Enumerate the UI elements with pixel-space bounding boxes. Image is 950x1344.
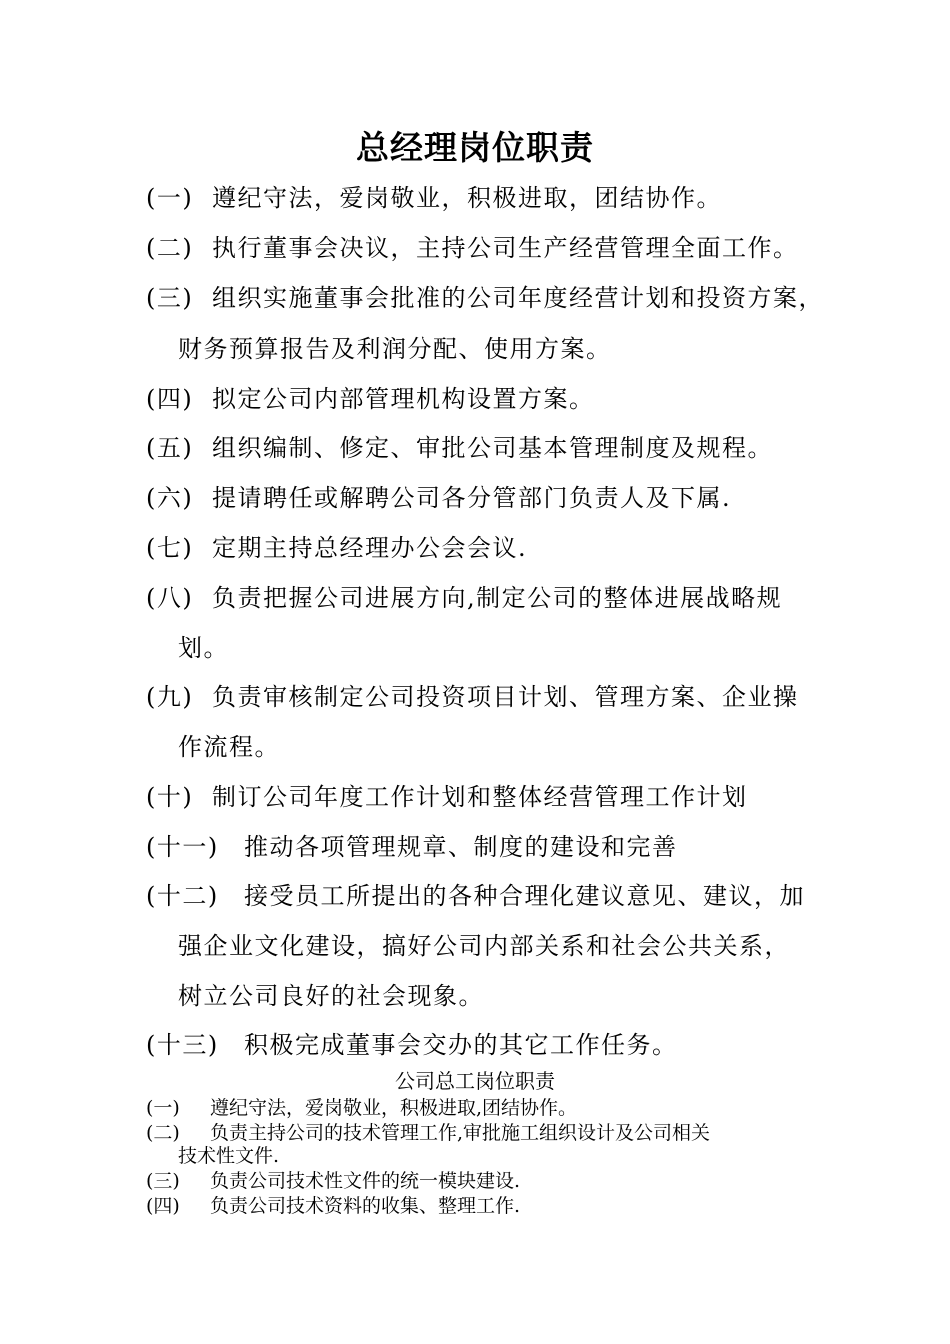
duty-item-text: 制订公司年度工作计划和整体经营管理工作计划 <box>212 783 748 811</box>
duty-item-text: 执行董事会决议，主持公司生产经营管理全面工作。 <box>212 234 799 262</box>
duty-item-9-continuation: 作流程。 <box>178 733 280 761</box>
duty-item-number: (二) <box>146 234 194 262</box>
duty-item-number: (四) <box>146 1195 180 1217</box>
duty-item-text: 定期主持总经理办公会会议. <box>212 534 528 562</box>
duty-item-3 <box>146 282 824 314</box>
page-title: 总经理岗位职责 <box>356 128 594 167</box>
duty-item-number: (七) <box>146 534 194 562</box>
section-subtitle: 公司总工岗位职责 <box>395 1069 555 1093</box>
duty-item-1 <box>146 182 722 214</box>
duty-item-number: (十) <box>146 783 194 811</box>
duty-item-text: 负责主持公司的技术管理工作,审批施工组织设计及公司相关 <box>210 1122 711 1144</box>
duty-item-4 <box>146 383 595 415</box>
duty-item-text: 组织编制、修定、审批公司基本管理制度及规程。 <box>212 434 773 462</box>
engineer-duty-item-4 <box>146 1194 520 1218</box>
duty-item-text: 遵纪守法，爱岗敬业，积极进取，团结协作。 <box>212 184 722 212</box>
duty-item-number: (六) <box>146 484 194 512</box>
duty-item-text: 组织实施董事会批准的公司年度经营计划和投资方案， <box>212 284 824 312</box>
duty-item-number: (十三) <box>146 1031 219 1059</box>
duty-item-text: 负责公司技术资料的收集、整理工作. <box>210 1195 521 1217</box>
engineer-duty-item-1 <box>146 1096 577 1120</box>
duty-item-3-continuation: 财务预算报告及利润分配、使用方案。 <box>178 335 612 363</box>
duty-item-text: 遵纪守法，爱岗敬业，积极进取,团结协作。 <box>210 1097 578 1119</box>
duty-item-number: (四) <box>146 385 194 413</box>
duty-item-text: 拟定公司内部管理机构设置方案。 <box>212 385 595 413</box>
duty-item-12 <box>146 880 805 912</box>
duty-item-number: (三) <box>146 284 194 312</box>
duty-item-number: (十二) <box>146 882 219 910</box>
duty-item-text: 负责公司技术性文件的统一模块建设. <box>210 1170 521 1192</box>
duty-item-8-continuation: 划。 <box>178 634 229 662</box>
duty-item-8 <box>146 582 782 614</box>
engineer-duty-item-2-continuation: 技术性文件. <box>178 1145 280 1167</box>
duty-item-text: 接受员工所提出的各种合理化建议意见、建议，加 <box>244 882 805 910</box>
duty-item-12-continuation: 强企业文化建设，搞好公司内部关系和社会公共关系， <box>178 932 790 960</box>
duty-item-text: 负责把握公司进展方向,制定公司的整体进展战略规 <box>212 584 783 612</box>
duty-item-9 <box>146 681 799 713</box>
duty-item-number: (一) <box>146 184 194 212</box>
engineer-duty-item-2 <box>146 1121 710 1145</box>
duty-item-text: 积极完成董事会交办的其它工作任务。 <box>244 1031 678 1059</box>
duty-item-12-continuation-2: 树立公司良好的社会现象。 <box>178 982 484 1010</box>
duty-item-text: 提请聘任或解聘公司各分管部门负责人及下属. <box>212 484 732 512</box>
duty-item-5 <box>146 432 773 464</box>
duty-item-6 <box>146 482 731 514</box>
duty-item-13 <box>146 1029 678 1061</box>
duty-item-text: 推动各项管理规章、制度的建设和完善 <box>244 833 678 861</box>
duty-item-2 <box>146 232 799 264</box>
engineer-duty-item-3 <box>146 1169 520 1193</box>
duty-item-number: (一) <box>146 1097 180 1119</box>
duty-item-number: (九) <box>146 683 194 711</box>
duty-item-number: (八) <box>146 584 194 612</box>
duty-item-11 <box>146 831 678 863</box>
duty-item-10 <box>146 781 748 813</box>
duty-item-number: (五) <box>146 434 194 462</box>
duty-item-number: (二) <box>146 1122 180 1144</box>
duty-item-number: (三) <box>146 1170 180 1192</box>
duty-item-number: (十一) <box>146 833 219 861</box>
duty-item-7 <box>146 532 527 564</box>
duty-item-text: 负责审核制定公司投资项目计划、管理方案、企业操 <box>212 683 799 711</box>
